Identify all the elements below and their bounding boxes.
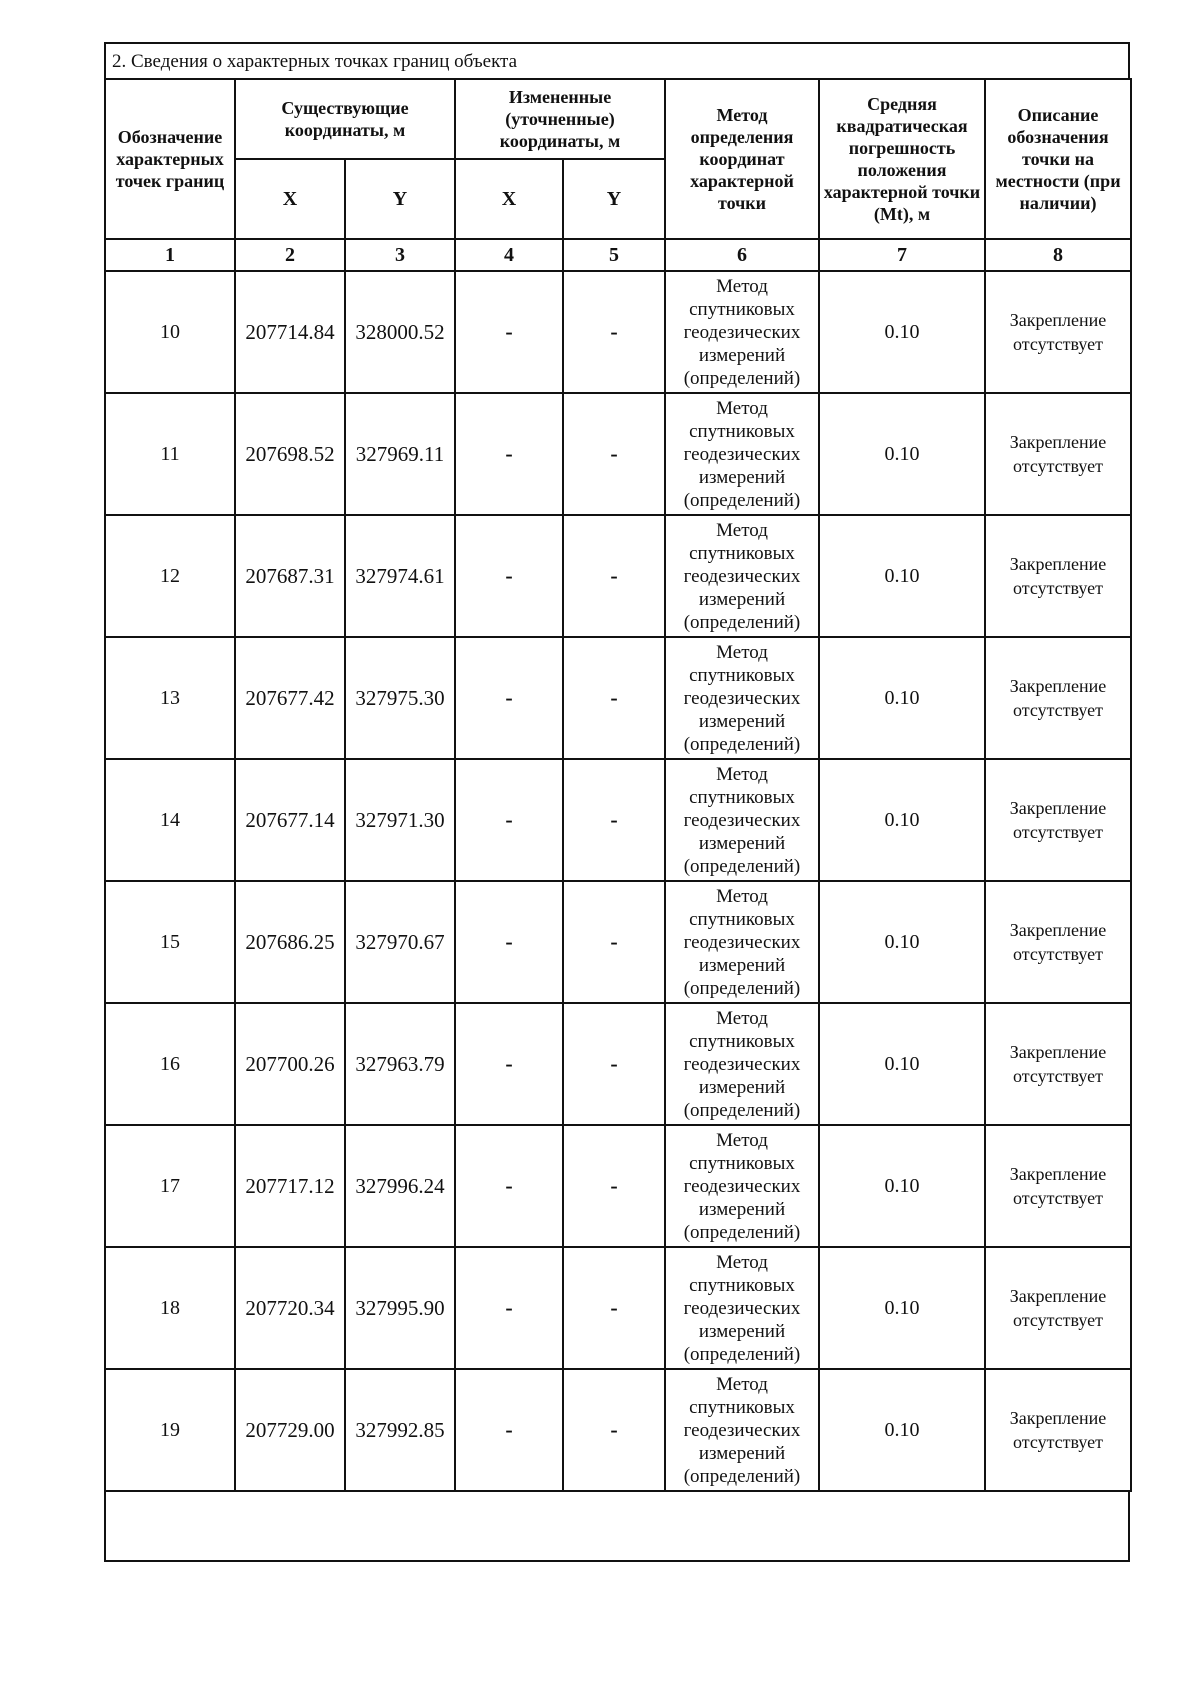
- description-cell: Закрепление отсутствует: [985, 759, 1131, 881]
- description-cell: Закрепление отсутствует: [985, 1369, 1131, 1491]
- changed-y-cell: -: [563, 393, 665, 515]
- existing-y-cell: 327963.79: [345, 1003, 455, 1125]
- existing-y-cell: 327969.11: [345, 393, 455, 515]
- changed-x-cell: -: [455, 393, 563, 515]
- boundary-points-table: [104, 78, 1132, 1492]
- error-cell: 0.10: [819, 393, 985, 515]
- existing-y-cell: 327970.67: [345, 881, 455, 1003]
- description-cell: Закрепление отсутствует: [985, 1247, 1131, 1369]
- method-cell: Метод спутниковых геодезических измерений (определений): [665, 271, 819, 393]
- table-caption: 2. Сведения о характерных точках границ объекта: [104, 42, 1130, 78]
- column-number: 8: [985, 239, 1131, 271]
- existing-x-cell: 207677.42: [235, 637, 345, 759]
- header-existing-x: X: [235, 159, 345, 239]
- existing-x-cell: 207686.25: [235, 881, 345, 1003]
- changed-y-cell: -: [563, 271, 665, 393]
- existing-x-cell: 207729.00: [235, 1369, 345, 1491]
- point-id-cell: 18: [105, 1247, 235, 1369]
- changed-x-cell: -: [455, 1247, 563, 1369]
- point-id-cell: 14: [105, 759, 235, 881]
- changed-y-cell: -: [563, 1247, 665, 1369]
- column-number: 5: [563, 239, 665, 271]
- column-number: 4: [455, 239, 563, 271]
- header-existing-coords: Существующие координаты, м: [235, 79, 455, 159]
- table-row: [105, 271, 1131, 393]
- existing-y-cell: 327992.85: [345, 1369, 455, 1491]
- method-cell: Метод спутниковых геодезических измерений (определений): [665, 1125, 819, 1247]
- changed-x-cell: -: [455, 1003, 563, 1125]
- existing-y-cell: 327975.30: [345, 637, 455, 759]
- table-footer-empty-row: [104, 1492, 1130, 1562]
- changed-x-cell: -: [455, 271, 563, 393]
- method-cell: Метод спутниковых геодезических измерений (определений): [665, 393, 819, 515]
- existing-x-cell: 207720.34: [235, 1247, 345, 1369]
- description-cell: Закрепление отсутствует: [985, 881, 1131, 1003]
- header-changed-x: X: [455, 159, 563, 239]
- description-cell: Закрепление отсутствует: [985, 271, 1131, 393]
- point-id-cell: 11: [105, 393, 235, 515]
- changed-y-cell: -: [563, 637, 665, 759]
- changed-x-cell: -: [455, 637, 563, 759]
- table-row: [105, 1125, 1131, 1247]
- changed-y-cell: -: [563, 759, 665, 881]
- column-number: 7: [819, 239, 985, 271]
- table-row: [105, 1003, 1131, 1125]
- column-number: 2: [235, 239, 345, 271]
- method-cell: Метод спутниковых геодезических измерений (определений): [665, 637, 819, 759]
- changed-y-cell: -: [563, 1003, 665, 1125]
- table-row: [105, 515, 1131, 637]
- existing-y-cell: 328000.52: [345, 271, 455, 393]
- error-cell: 0.10: [819, 1369, 985, 1491]
- method-cell: Метод спутниковых геодезических измерений (определений): [665, 1003, 819, 1125]
- point-id-cell: 13: [105, 637, 235, 759]
- header-method: Метод определения координат характерной точки: [665, 79, 819, 239]
- existing-x-cell: 207717.12: [235, 1125, 345, 1247]
- existing-x-cell: 207677.14: [235, 759, 345, 881]
- header-existing-y: Y: [345, 159, 455, 239]
- existing-y-cell: 327996.24: [345, 1125, 455, 1247]
- point-id-cell: 10: [105, 271, 235, 393]
- description-cell: Закрепление отсутствует: [985, 1125, 1131, 1247]
- table-row: [105, 1369, 1131, 1491]
- point-id-cell: 19: [105, 1369, 235, 1491]
- existing-x-cell: 207700.26: [235, 1003, 345, 1125]
- description-cell: Закрепление отсутствует: [985, 515, 1131, 637]
- changed-y-cell: -: [563, 515, 665, 637]
- description-cell: Закрепление отсутствует: [985, 1003, 1131, 1125]
- existing-x-cell: 207714.84: [235, 271, 345, 393]
- column-number: 6: [665, 239, 819, 271]
- error-cell: 0.10: [819, 637, 985, 759]
- header-description: Описание обозначения точки на местности (при наличии): [985, 79, 1131, 239]
- changed-x-cell: -: [455, 515, 563, 637]
- error-cell: 0.10: [819, 881, 985, 1003]
- existing-y-cell: 327995.90: [345, 1247, 455, 1369]
- table-row: [105, 637, 1131, 759]
- method-cell: Метод спутниковых геодезических измерений (определений): [665, 1369, 819, 1491]
- changed-x-cell: -: [455, 1125, 563, 1247]
- changed-x-cell: -: [455, 759, 563, 881]
- header-changed-coords: Измененные (уточненные) координаты, м: [455, 79, 665, 159]
- error-cell: 0.10: [819, 1003, 985, 1125]
- existing-x-cell: 207687.31: [235, 515, 345, 637]
- table-row: [105, 1247, 1131, 1369]
- changed-x-cell: -: [455, 881, 563, 1003]
- error-cell: 0.10: [819, 1125, 985, 1247]
- existing-y-cell: 327974.61: [345, 515, 455, 637]
- header-changed-y: Y: [563, 159, 665, 239]
- changed-y-cell: -: [563, 881, 665, 1003]
- header-designation: Обозначение характерных точек границ: [105, 79, 235, 239]
- header-error: Средняя квадратическая погрешность положения характерной точки (Mt), м: [819, 79, 985, 239]
- existing-x-cell: 207698.52: [235, 393, 345, 515]
- error-cell: 0.10: [819, 1247, 985, 1369]
- method-cell: Метод спутниковых геодезических измерений (определений): [665, 515, 819, 637]
- error-cell: 0.10: [819, 759, 985, 881]
- point-id-cell: 16: [105, 1003, 235, 1125]
- column-number: 3: [345, 239, 455, 271]
- table-row: [105, 881, 1131, 1003]
- description-cell: Закрепление отсутствует: [985, 393, 1131, 515]
- description-cell: Закрепление отсутствует: [985, 637, 1131, 759]
- point-id-cell: 12: [105, 515, 235, 637]
- changed-y-cell: -: [563, 1125, 665, 1247]
- boundary-points-sheet: [104, 42, 1130, 1562]
- point-id-cell: 15: [105, 881, 235, 1003]
- existing-y-cell: 327971.30: [345, 759, 455, 881]
- column-number: 1: [105, 239, 235, 271]
- method-cell: Метод спутниковых геодезических измерений (определений): [665, 881, 819, 1003]
- changed-y-cell: -: [563, 1369, 665, 1491]
- error-cell: 0.10: [819, 515, 985, 637]
- point-id-cell: 17: [105, 1125, 235, 1247]
- table-row: [105, 759, 1131, 881]
- table-row: [105, 393, 1131, 515]
- changed-x-cell: -: [455, 1369, 563, 1491]
- method-cell: Метод спутниковых геодезических измерений (определений): [665, 759, 819, 881]
- error-cell: 0.10: [819, 271, 985, 393]
- method-cell: Метод спутниковых геодезических измерений (определений): [665, 1247, 819, 1369]
